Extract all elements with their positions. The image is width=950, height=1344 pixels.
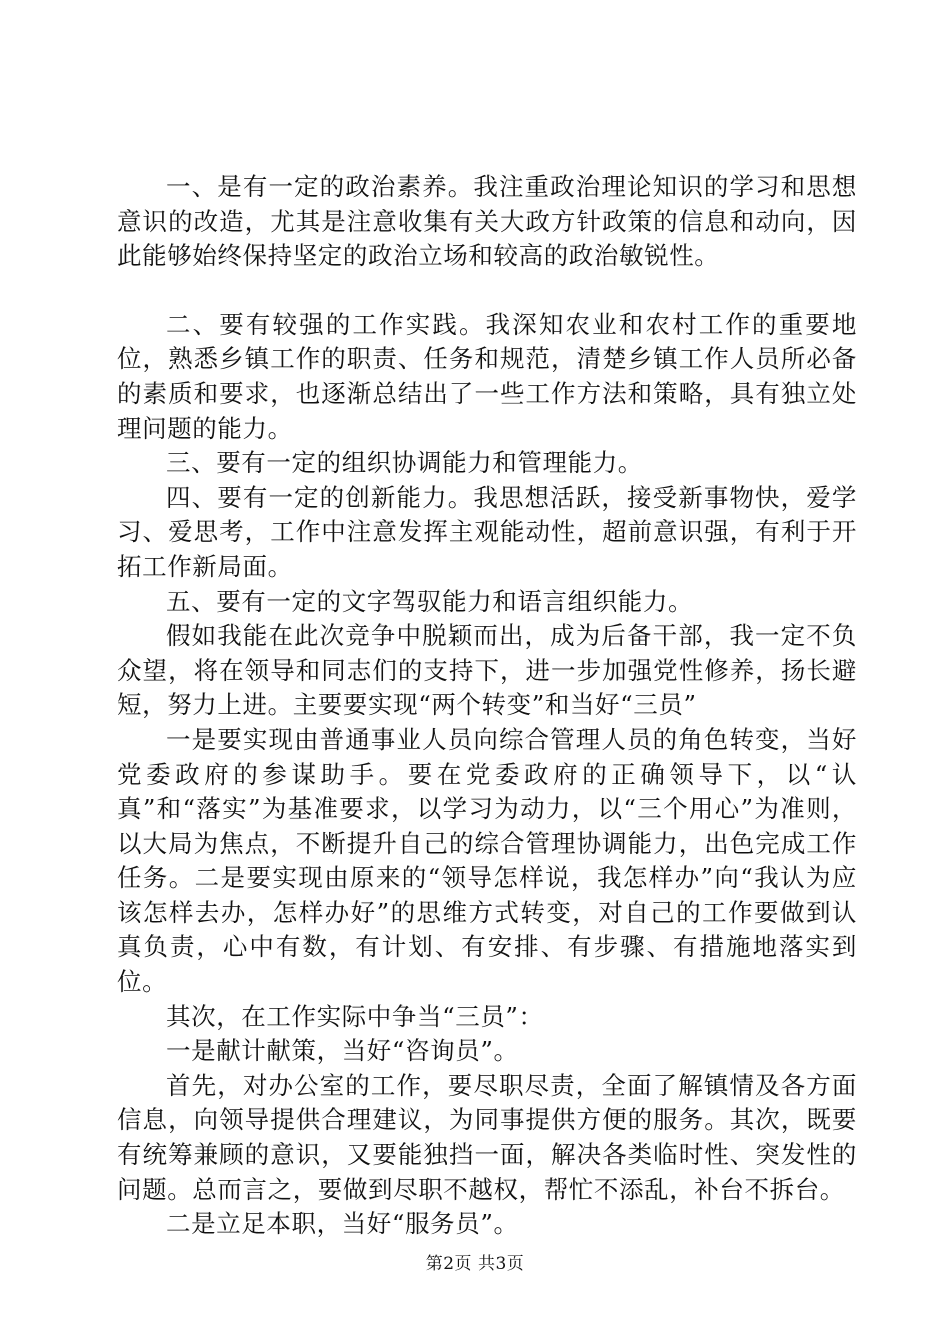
paragraph-1: 一、是有一定的政治素养。我注重政治理论知识的学习和思想意识的改造，尤其是注意收集有关大政方针政策的信息和动向，因此能够始终保持坚定的政治立场和较高的政治敏锐性。 <box>117 172 857 271</box>
paragraph-6: 假如我能在此次竞争中脱颖而出，成为后备干部，我一定不负众望，将在领导和同志们的支持下，进一步加强党性修养，扬长避短，努力上进。主要要实现“两个转变”和当好“三员” <box>117 621 857 720</box>
paragraph-3: 三、要有一定的组织协调能力和管理能力。 <box>166 448 643 478</box>
paragraph-9: 一是献计献策，当好“咨询员”。 <box>166 1036 519 1066</box>
paragraph-4: 四、要有一定的创新能力。我思想活跃，接受新事物快，爱学习、爱思考，工作中注意发挥主观能动性，超前意识强，有利于开拓工作新局面。 <box>117 482 857 581</box>
page-footer: 第2页 共3页 <box>425 1254 525 1274</box>
paragraph-5: 五、要有一定的文字驾驭能力和语言组织能力。 <box>166 586 694 616</box>
paragraph-7: 一是要实现由普通事业人员向综合管理人员的角色转变，当好党委政府的参谋助手。要在党委政府的正确领导下，以“认真”和“落实”为基准要求，以学习为动力，以“三个用心”为准则，以大局为焦点，不断提升自己的综合管理协调能力，出色完成工作任务。二是要实现由原来的“领导怎样说，我怎样办”向“我认为应该怎样去办，怎样办好”的思维方式转变，对自己的工作要做到认真负责，心中有数，有计划、有安排、有步骤、有措施地落实到位。 <box>117 724 857 997</box>
paragraph-2: 二、要有较强的工作实践。我深知农业和农村工作的重要地位，熟悉乡镇工作的职责、任务和规范，清楚乡镇工作人员所必备的素质和要求，也逐渐总结出了一些工作方法和策略，具有独立处理问题的能力。 <box>117 309 857 443</box>
paragraph-8: 其次，在工作实际中争当“三员”： <box>166 1001 544 1031</box>
paragraph-10: 首先，对办公室的工作，要尽职尽责，全面了解镇情及各方面信息，向领导提供合理建议，为同事提供方便的服务。其次，既要有统筹兼顾的意识，又要能独挡一面，解决各类临时性、突发性的问题。总而言之，要做到尽职不越权，帮忙不添乱，补台不拆台。 <box>117 1070 857 1204</box>
paragraph-11: 二是立足本职，当好“服务员”。 <box>166 1209 519 1239</box>
document-body <box>117 170 857 1242</box>
